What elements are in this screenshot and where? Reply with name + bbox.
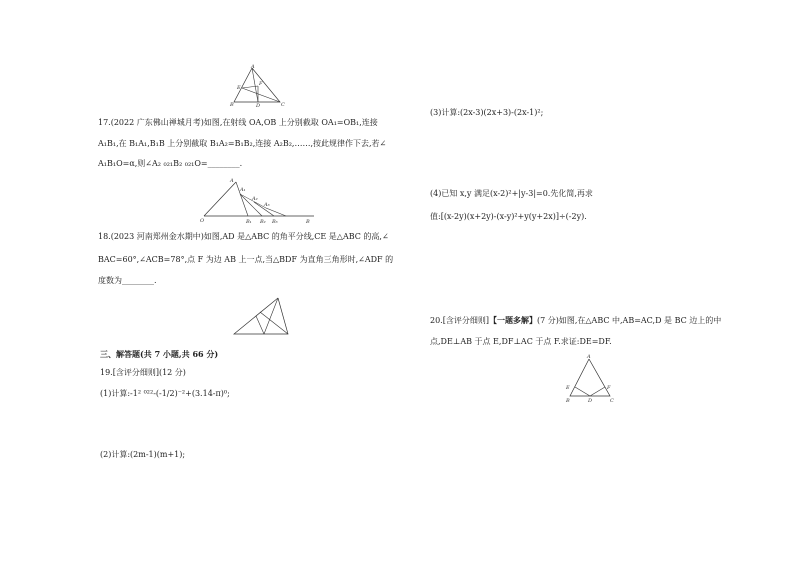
label-d: D: [588, 398, 593, 404]
label-a1: A₁: [240, 187, 246, 193]
label-a: A: [587, 354, 591, 360]
label-b2: B₂: [260, 219, 266, 225]
label-b1: B₁: [246, 219, 252, 225]
q17-line3: A₁B₁O=α,则∠A₂ ₀₂₁B₂ ₀₂₁O=________.: [98, 159, 243, 168]
label-f: F: [607, 385, 611, 391]
q20-line2: 点,DE⊥AB 于点 E,DF⊥AC 于点 F.求证:DE=DF.: [430, 337, 612, 346]
q19-part2: (2)计算:(2m-1)(m+1);: [100, 450, 186, 459]
q18-line1: 18.(2023 河南郑州金水期中)如图,AD 是△ABC 的角平分线,CE 是△ABC 的高,∠: [98, 232, 389, 241]
label-b3: B₃: [272, 219, 278, 225]
q20-label: 20.[含评分细则]: [430, 316, 489, 325]
label-o: O: [200, 218, 205, 224]
label-a3: A₃: [264, 202, 270, 208]
q20-line1: [430, 315, 721, 326]
q19-part4-line2: 值:[(x-2y)(x+2y)-(x-y)²+y(y+2x)]÷(-2y).: [430, 212, 587, 221]
q19-part1: (1)计算:-1² ⁰²²-(-1/2)⁻²+(3.14-π)⁰;: [100, 389, 230, 398]
q18-line2: BAC=60°,∠ACB=78°,点 F 为边 AB 上一点,当△BDF 为直角三角形时,∠ADF 的: [98, 255, 394, 264]
section-3-heading: 三、解答题(共 7 小题,共 66 分): [100, 349, 219, 359]
q17-line1: 17.(2022 广东佛山禅城月考)如图,在射线 OA,OB 上分别截取 OA₁=OB₁,连接: [98, 118, 378, 127]
label-f: F: [259, 81, 263, 87]
q18-line3: 度数为________.: [98, 276, 157, 285]
q18-triangle-figure: [230, 294, 296, 340]
label-b: B: [566, 398, 570, 404]
q17-ray-figure: [196, 176, 320, 226]
label-a2: A₂: [252, 196, 258, 202]
q19-part3: (3)计算:(2x-3)(2x+3)-(2x-1)²;: [430, 108, 544, 117]
label-b: B: [230, 102, 234, 108]
label-c: C: [610, 398, 614, 404]
label-c: C: [281, 102, 285, 108]
top-triangle-figure: [228, 64, 288, 108]
label-a: A: [251, 64, 255, 70]
label-d: D: [256, 103, 261, 108]
label-a: A: [230, 178, 234, 184]
q20-multi-solution-tag: 【一题多解】: [488, 315, 537, 325]
label-e: E: [566, 385, 570, 391]
q17-line2: A₁B₁,在 B₁A₁,B₁B 上分别截取 B₁A₂=B₁B₂,连接 A₂B₂,……,按此规律作下去,若∠: [98, 139, 387, 148]
q19-part4-line1: (4)已知 x,y 满足(x-2)²+|y-3|=0.先化简,再求: [430, 189, 593, 198]
label-e: E: [237, 85, 241, 91]
q20-text: (7 分)如图,在△ABC 中,AB=AC,D 是 BC 边上的中: [536, 316, 722, 325]
label-b: B: [306, 219, 310, 225]
q20-triangle-figure: [562, 354, 618, 406]
q19-header: 19.[含评分细则](12 分): [100, 368, 186, 377]
